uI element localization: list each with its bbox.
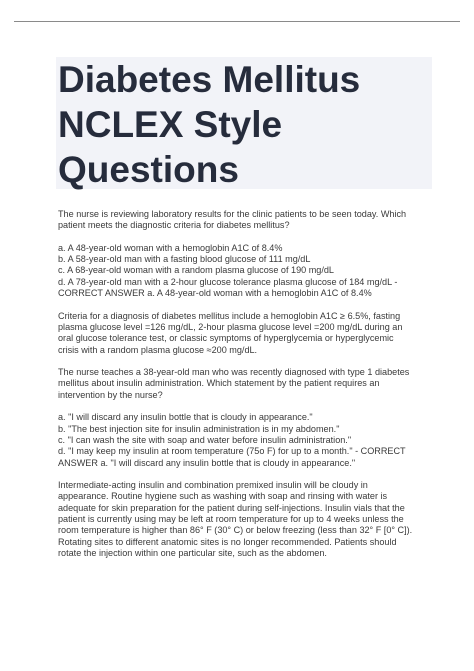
question-1-options (58, 243, 428, 299)
text-line: The nurse is reviewing laboratory results for the clinic patients to be seen today. Which (58, 209, 407, 219)
text-line: appearance. Routine hygiene such as washing with soap and rinsing with water is (58, 491, 388, 502)
answer-option: d. A 78-year-old man with a 2-hour glucose tolerance plasma glucose of 184 mg/dL - (58, 276, 398, 287)
text-line: crisis with a random plasma glucose ≈200 mg/dL. (58, 344, 258, 355)
answer-option: b. "The best injection site for insulin administration is in my abdomen." (58, 423, 340, 434)
text-line: intervention by the nurse? (58, 389, 163, 400)
correct-answer: ANSWER a. "I will discard any insulin bottle that is cloudy in appearance." (58, 457, 356, 468)
text-line: The nurse teaches a 38-year-old man who was recently diagnosed with type 1 diabetes (58, 367, 410, 378)
question-2-rationale (58, 480, 428, 559)
text-line: room temperature is higher than 86° F (30° C) or below freezing (less than 32° F [0° C]). (58, 525, 413, 536)
question-2-options (58, 412, 428, 468)
text-line: patient meets the diagnostic criteria for diabetes mellitus? (58, 220, 290, 231)
document-title-line-3: Questions (58, 149, 239, 190)
answer-option: b. A 58-year-old man with a fasting blood glucose of 111 mg/dL (58, 254, 311, 265)
text-line: mellitus about insulin administration. Which statement by the patient requires an (58, 378, 380, 389)
text-line: plasma glucose level =126 mg/dL, 2-hour plasma glucose level =200 mg/dL during an (58, 321, 403, 332)
top-divider (14, 21, 460, 22)
text-line: rotate the injection within one particular site, such as the abdomen. (58, 547, 327, 558)
question-2-stem (58, 367, 428, 401)
answer-option: d. "I may keep my insulin at room temperature (75o F) for up to a month." - CORRECT (58, 446, 406, 457)
text-line: adequate for skin preparation for the patient during self-injections. Insulin vials that the (58, 502, 405, 513)
correct-answer: CORRECT ANSWER a. A 48-year-old woman with a hemoglobin A1C of 8.4% (58, 288, 372, 299)
text-line: Rotating sites to different anatomic sites is no longer recommended. Patients should (58, 536, 397, 547)
answer-option: a. A 48-year-old woman with a hemoglobin A1C of 8.4% (58, 242, 283, 253)
answer-option: c. "I can wash the site with soap and water before insulin administration." (58, 434, 352, 445)
text-line: Intermediate-acting insulin and combination premixed insulin will be cloudy in (58, 480, 368, 491)
answer-option: a. "I will discard any insulin bottle that is cloudy in appearance." (58, 412, 313, 423)
document-title-line-2: NCLEX Style (58, 104, 283, 145)
answer-option: c. A 68-year-old woman with a random plasma glucose of 190 mg/dL (58, 265, 334, 276)
document-body (58, 209, 428, 571)
question-1-rationale (58, 311, 428, 356)
document-title-line-1: Diabetes Mellitus (58, 59, 361, 100)
text-line: oral glucose tolerance test, or classic symptoms of hyperglycemia or hyperglycemic (58, 333, 394, 344)
text-line: Criteria for a diagnosis of diabetes mellitus include a hemoglobin A1C ≥ 6.5%, fasting (58, 310, 401, 321)
text-line: patient is currently using may be left at room temperature for up to 4 weeks unless the (58, 514, 404, 525)
question-1-stem (58, 209, 428, 232)
